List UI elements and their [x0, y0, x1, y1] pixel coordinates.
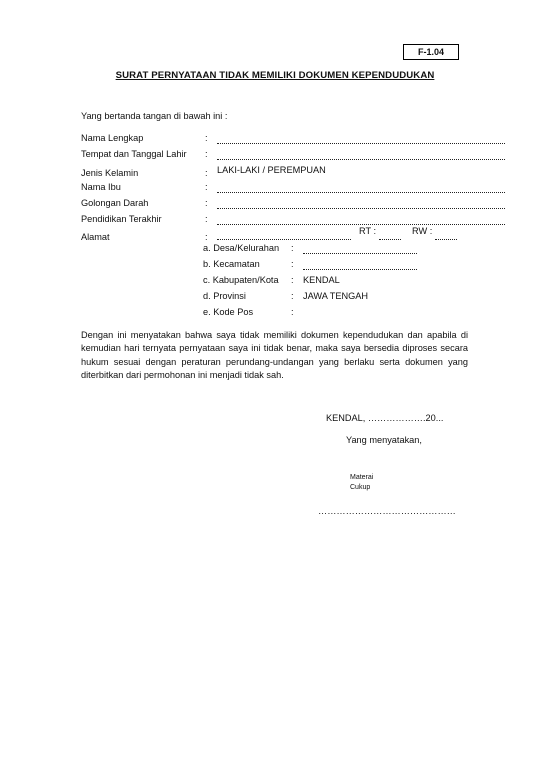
address-kode-pos	[203, 307, 473, 320]
field-colon: :	[205, 182, 208, 192]
rw-fill-line	[435, 239, 457, 240]
statement-paragraph: Dengan ini menyatakan bahwa saya tidak memiliki dokumen kependudukan dan apabila di kemudian hari ternyata pernyataan saya ini tidak benar, maka saya bersedia diproses secara hukum sesuai dengan peraturan perundang-undangan yang berlaku serta dokumen yang diterbitkan dari permohonan ini menjadi tidak sah.	[81, 330, 468, 381]
fill-line	[217, 159, 505, 160]
address-label: d. Provinsi	[203, 291, 246, 301]
field-label: Alamat	[81, 232, 110, 242]
declarant-label: Yang menyatakan,	[346, 435, 422, 445]
address-provinsi	[203, 291, 473, 304]
rt-fill-line	[379, 239, 401, 240]
address-kecamatan	[203, 259, 473, 272]
field-colon: :	[205, 149, 208, 159]
address-colon: :	[291, 307, 294, 317]
fill-line	[217, 208, 505, 209]
document-title: SURAT PERNYATAAN TIDAK MEMILIKI DOKUMEN KEPENDUDUKAN	[115, 70, 435, 81]
field-colon: :	[205, 133, 208, 143]
address-kabupaten-kota	[203, 275, 473, 288]
address-desa-kelurahan	[203, 243, 473, 256]
field-label: Tempat dan Tanggal Lahir	[81, 149, 187, 159]
field-label: Jenis Kelamin	[81, 168, 139, 178]
fill-line	[217, 143, 505, 144]
rt-label: RT :	[359, 226, 377, 236]
address-value: JAWA TENGAH	[303, 291, 369, 301]
materai-stamp-placeholder	[350, 473, 373, 493]
intro-text: Yang bertanda tangan di bawah ini :	[81, 111, 228, 121]
materai-line-1: Materai	[350, 474, 374, 481]
fill-line	[217, 192, 505, 193]
field-value: LAKI-LAKI / PEREMPUAN	[217, 165, 326, 175]
form-code-box: F-1.04	[403, 44, 459, 60]
address-label: b. Kecamatan	[203, 259, 260, 269]
fill-line	[303, 269, 417, 270]
field-colon: :	[205, 198, 208, 208]
field-label: Nama Lengkap	[81, 133, 144, 143]
field-colon: :	[205, 232, 208, 242]
address-colon: :	[291, 259, 294, 269]
rw-label: RW :	[412, 226, 433, 236]
materai-line-2: Cukup	[350, 484, 371, 491]
fill-line	[217, 239, 351, 240]
field-alamat	[81, 226, 471, 242]
field-label: Golongan Darah	[81, 198, 149, 208]
fill-line	[217, 224, 505, 225]
address-colon: :	[291, 291, 294, 301]
signature-line: ………………………………………	[318, 506, 456, 516]
address-label: e. Kode Pos	[203, 307, 254, 317]
place-date: KENDAL, ……………….20...	[326, 413, 444, 423]
field-label: Nama Ibu	[81, 182, 121, 192]
address-label: c. Kabupaten/Kota	[203, 275, 279, 285]
address-colon: :	[291, 275, 294, 285]
address-label: a. Desa/Kelurahan	[203, 243, 280, 253]
fill-line	[303, 253, 417, 254]
field-label: Pendidikan Terakhir	[81, 214, 162, 224]
address-value: KENDAL	[303, 275, 340, 285]
field-colon: :	[205, 168, 208, 178]
address-colon: :	[291, 243, 294, 253]
field-colon: :	[205, 214, 208, 224]
